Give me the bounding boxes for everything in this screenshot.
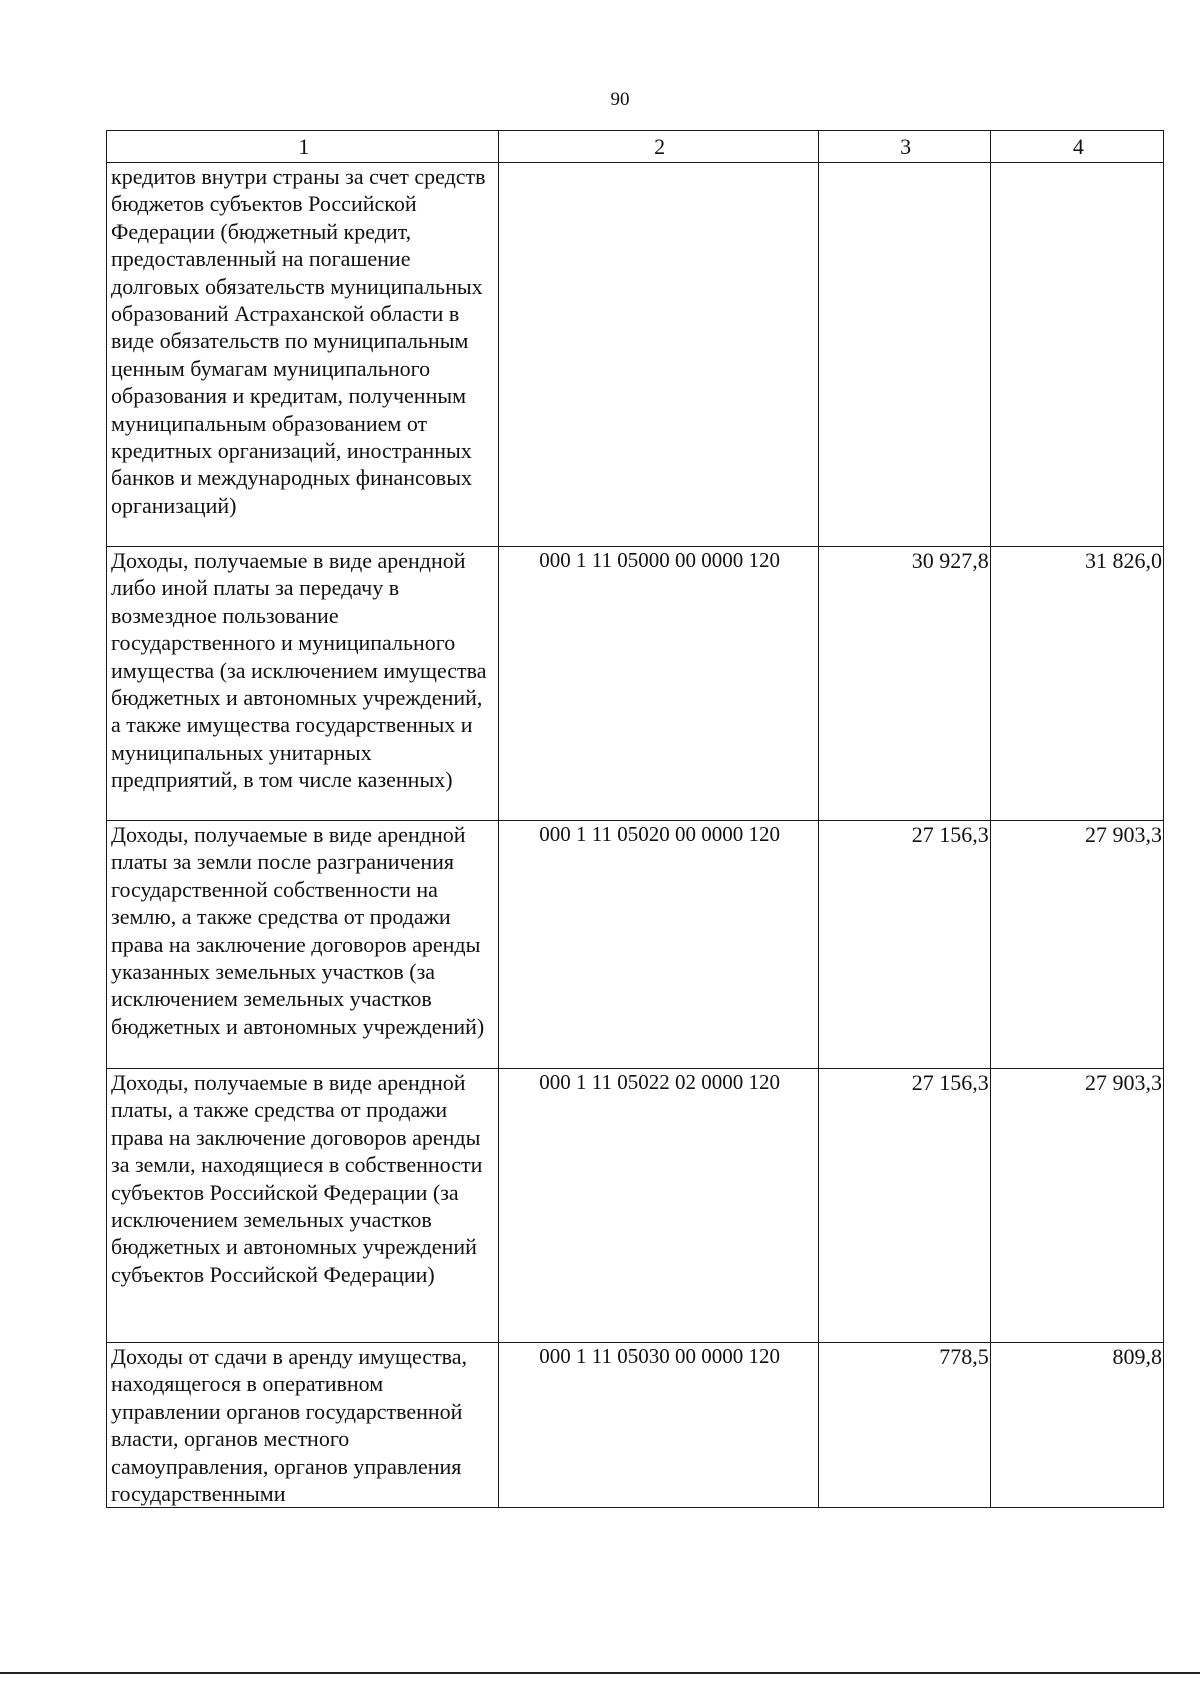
table-row — [107, 547, 1164, 821]
table-row — [107, 1069, 1164, 1343]
row-value-col3: 778,5 — [818, 1343, 990, 1508]
row-code: 000 1 11 05030 00 0000 120 — [498, 1343, 818, 1508]
table-row — [107, 1343, 1164, 1508]
row-description: Доходы от сдачи в аренду имущества, находящегося в оперативном управлении органов государственной власти, органов местного самоуправления, органов управления государственными — [107, 1343, 499, 1508]
row-code: 000 1 11 05020 00 0000 120 — [498, 821, 818, 1069]
page-number: 90 — [610, 89, 630, 110]
row-description: кредитов внутри страны за счет средств бюджетов субъектов Российской Федерации (бюджетный кредит, предоставленный на погашение долговых обязательств муниципальных образований Астраханской области в виде обязательств по муниципальным ценным бумагам муниципального образования и кредитам, полученным муниципальным образованием от кредитных организаций, иностранных банков и международных финансовых организаций) — [107, 163, 499, 547]
row-value-col3: 27 156,3 — [818, 1069, 990, 1343]
page-bottom-rule — [0, 1672, 1200, 1674]
revenue-table — [106, 130, 1164, 1508]
row-value-col4: 27 903,3 — [990, 1069, 1163, 1343]
row-code: 000 1 11 05000 00 0000 120 — [498, 547, 818, 821]
table-header-row — [107, 131, 1164, 163]
row-description: Доходы, получаемые в виде арендной платы, а также средства от продажи права на заключение договоров аренды за земли, находящиеся в собственности субъектов Российской Федерации (за исключением земельных участков бюджетных и автономных учреждений субъектов Российской Федерации) — [107, 1069, 499, 1343]
row-value-col3: 30 927,8 — [818, 547, 990, 821]
row-value-col3: 27 156,3 — [818, 821, 990, 1069]
row-value-col4 — [990, 163, 1163, 547]
row-value-col4: 31 826,0 — [990, 547, 1163, 821]
row-value-col4: 27 903,3 — [990, 821, 1163, 1069]
row-value-col4: 809,8 — [990, 1343, 1163, 1508]
row-description: Доходы, получаемые в виде арендной либо иной платы за передачу в возмездное пользование государственного и муниципального имущества (за исключением имущества бюджетных и автономных учреждений, а также имущества государственных и муниципальных унитарных предприятий, в том числе казенных) — [107, 547, 499, 821]
row-value-col3 — [818, 163, 990, 547]
row-code — [498, 163, 818, 547]
row-code: 000 1 11 05022 02 0000 120 — [498, 1069, 818, 1343]
column-header-3: 3 — [818, 131, 990, 163]
table-row — [107, 163, 1164, 547]
column-header-1: 1 — [107, 131, 499, 163]
column-header-4: 4 — [990, 131, 1163, 163]
table-row — [107, 821, 1164, 1069]
row-description: Доходы, получаемые в виде арендной платы за земли после разграничения государственной собственности на землю, а также средства от продажи права на заключение договоров аренды указанных земельных участков (за исключением земельных участков бюджетных и автономных учреждений) — [107, 821, 499, 1069]
column-header-2: 2 — [498, 131, 818, 163]
